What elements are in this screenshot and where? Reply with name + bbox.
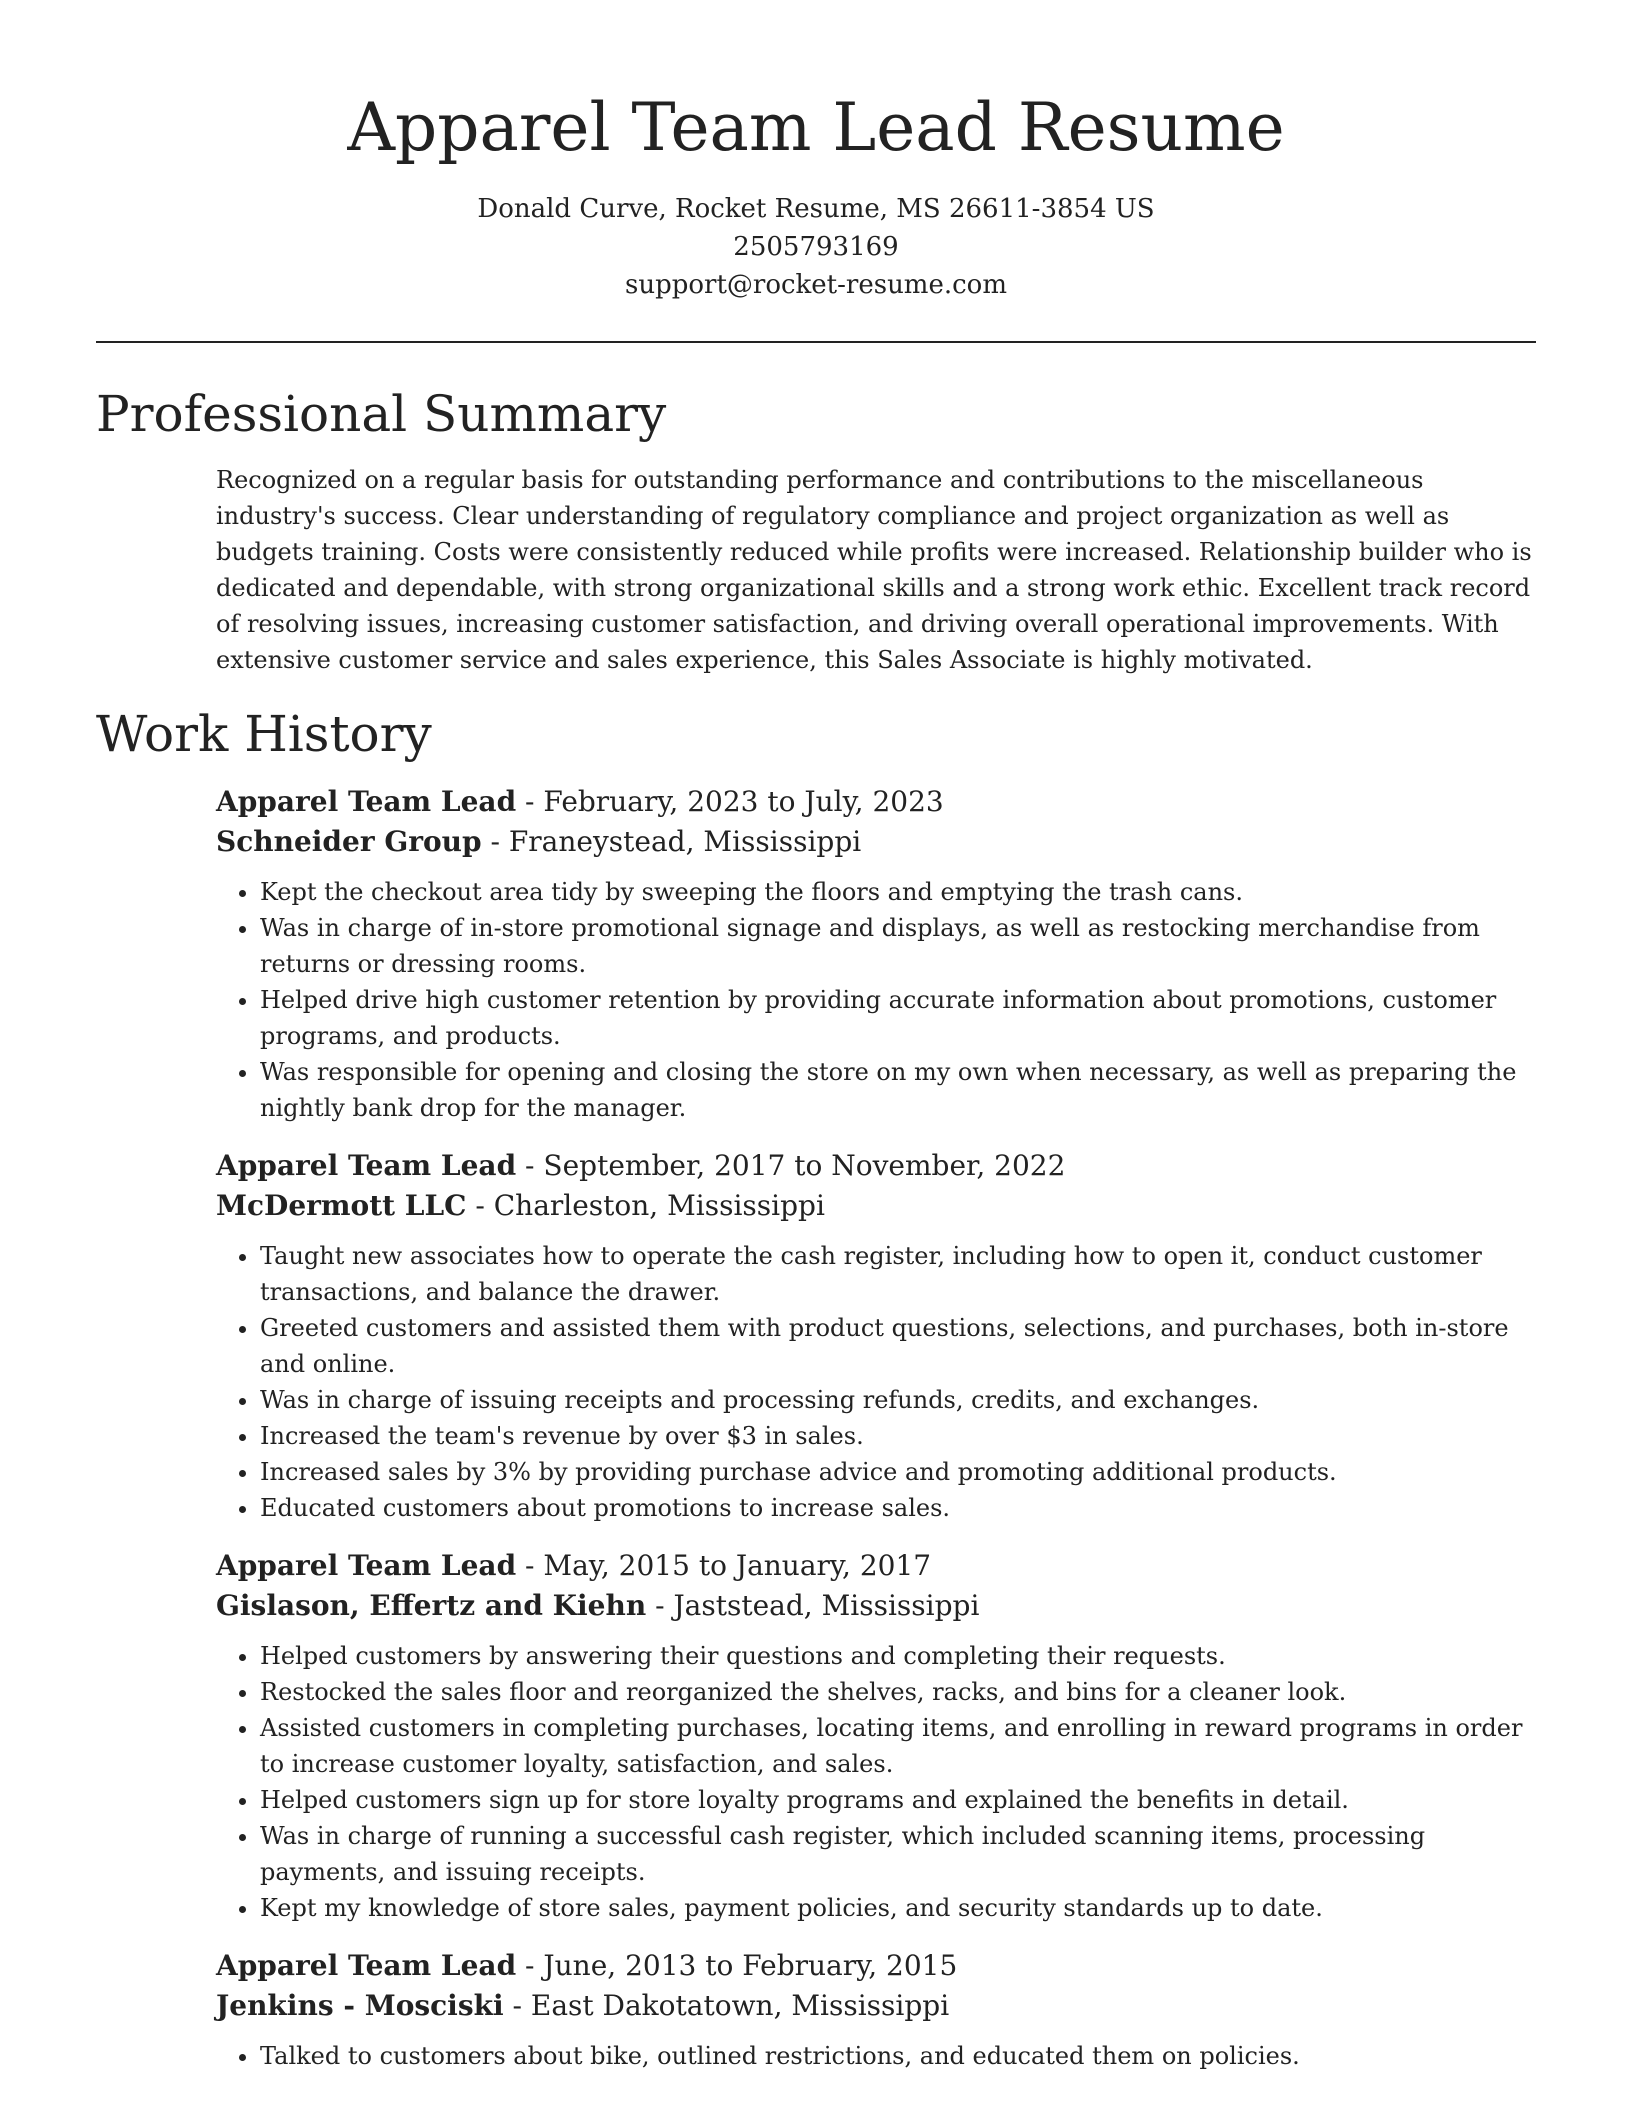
job-duty: • Increased sales by 3% by providing purchase advice and promoting additional products. — [260, 1454, 1536, 1490]
job-duty: • Talked to customers about bike, outlined restrictions, and educated them on policies. — [260, 2038, 1536, 2074]
contact-info — [0, 190, 1632, 304]
resume-header — [0, 0, 1632, 304]
job-title-line — [216, 782, 1536, 822]
job-duties — [216, 1238, 1536, 1526]
job-location: - Charleston, Mississippi — [466, 1189, 825, 1222]
job-duty: • Was responsible for opening and closing the store on my own when necessary, as well as preparing the nightly bank drop for the manager. — [260, 1054, 1536, 1126]
job-company-line — [216, 1986, 1536, 2026]
job-dates: - May, 2015 to January, 2017 — [516, 1549, 932, 1582]
job-duty: • Was in charge of in-store promotional signage and displays, as well as restocking merchandise from returns or dressing rooms. — [260, 910, 1536, 982]
job-location: - Franeystead, Mississippi — [481, 825, 862, 858]
resume-title: Apparel Team Lead Resume — [347, 89, 1285, 166]
job-duty: • Restocked the sales floor and reorganized the shelves, racks, and bins for a cleaner look. — [260, 1674, 1536, 1710]
job-duties — [216, 1638, 1536, 1926]
job-company-line — [216, 822, 1536, 862]
job-duty: • Taught new associates how to operate the cash register, including how to open it, conduct customer transactions, and balance the drawer. — [260, 1238, 1536, 1310]
job-duties — [216, 874, 1536, 1126]
contact-address: Donald Curve, Rocket Resume, MS 26611-3854 US — [477, 194, 1155, 224]
job-duty: • Helped customers sign up for store loyalty programs and explained the benefits in detail. — [260, 1782, 1536, 1818]
contact-email: support@rocket-resume.com — [624, 270, 1007, 300]
job-title-line — [216, 1946, 1536, 1986]
job-entry — [216, 782, 1536, 1126]
job-duty: • Was in charge of issuing receipts and processing refunds, credits, and exchanges. — [260, 1382, 1536, 1418]
job-dates: - February, 2023 to July, 2023 — [516, 785, 944, 818]
header-divider — [96, 341, 1536, 343]
job-duty: • Was in charge of running a successful cash register, which included scanning items, processing payments, and issuing receipts. — [260, 1818, 1536, 1890]
job-duty: • Kept the checkout area tidy by sweeping the floors and emptying the trash cans. — [260, 874, 1536, 910]
job-location: - Jaststead, Mississippi — [646, 1589, 980, 1622]
job-dates: - June, 2013 to February, 2015 — [516, 1949, 958, 1982]
job-duty: • Greeted customers and assisted them with product questions, selections, and purchases, both in-store and online. — [260, 1310, 1536, 1382]
summary-text: Recognized on a regular basis for outstanding performance and contributions to the miscellaneous industry's success. Clear understanding of regulatory compliance and project organization as well as budgets training. Costs were consistently reduced while profits were increased. Relationship builder who is dedicated and dependable, with strong organizational skills and a strong work ethic. Excellent track record of resolving issues, increasing customer satisfaction, and driving overall operational improvements. With extensive customer service and sales experience, this Sales Associate is highly motivated. — [216, 466, 1532, 674]
job-title: Apparel Team Lead — [216, 1149, 517, 1182]
job-dates: - September, 2017 to November, 2022 — [516, 1149, 1066, 1182]
job-title-line — [216, 1146, 1536, 1186]
job-duty: • Helped drive high customer retention by providing accurate information about promotions, customer programs, and products. — [260, 982, 1536, 1054]
job-duty: • Educated customers about promotions to increase sales. — [260, 1490, 1536, 1526]
job-duty: • Helped customers by answering their questions and completing their requests. — [260, 1638, 1536, 1674]
job-company: Gislason, Effertz and Kiehn — [216, 1589, 647, 1622]
job-entry — [216, 1146, 1536, 1526]
contact-phone: 2505793169 — [733, 232, 899, 262]
work-history-heading: Work History — [96, 705, 432, 763]
job-duty: • Increased the team's revenue by over $3 in sales. — [260, 1418, 1536, 1454]
job-duties — [216, 2038, 1536, 2074]
job-title: Apparel Team Lead — [216, 1549, 517, 1582]
job-company: McDermott LLC — [216, 1189, 467, 1222]
job-title-line — [216, 1546, 1536, 1586]
job-company: Jenkins - Mosciski — [216, 1989, 504, 2022]
job-duty: • Kept my knowledge of store sales, payment policies, and security standards up to date. — [260, 1890, 1536, 1926]
job-title: Apparel Team Lead — [216, 785, 517, 818]
job-entry — [216, 1946, 1536, 2074]
job-location: - East Dakotatown, Mississippi — [503, 1989, 950, 2022]
job-duty: • Assisted customers in completing purchases, locating items, and enrolling in reward programs in order to increase customer loyalty, satisfaction, and sales. — [260, 1710, 1536, 1782]
summary-heading: Professional Summary — [96, 385, 667, 443]
job-title: Apparel Team Lead — [216, 1949, 517, 1982]
job-company-line — [216, 1186, 1536, 1226]
job-company-line — [216, 1586, 1536, 1626]
job-company: Schneider Group — [216, 825, 482, 858]
job-entry — [216, 1546, 1536, 1926]
work-history-list — [216, 782, 1536, 2094]
